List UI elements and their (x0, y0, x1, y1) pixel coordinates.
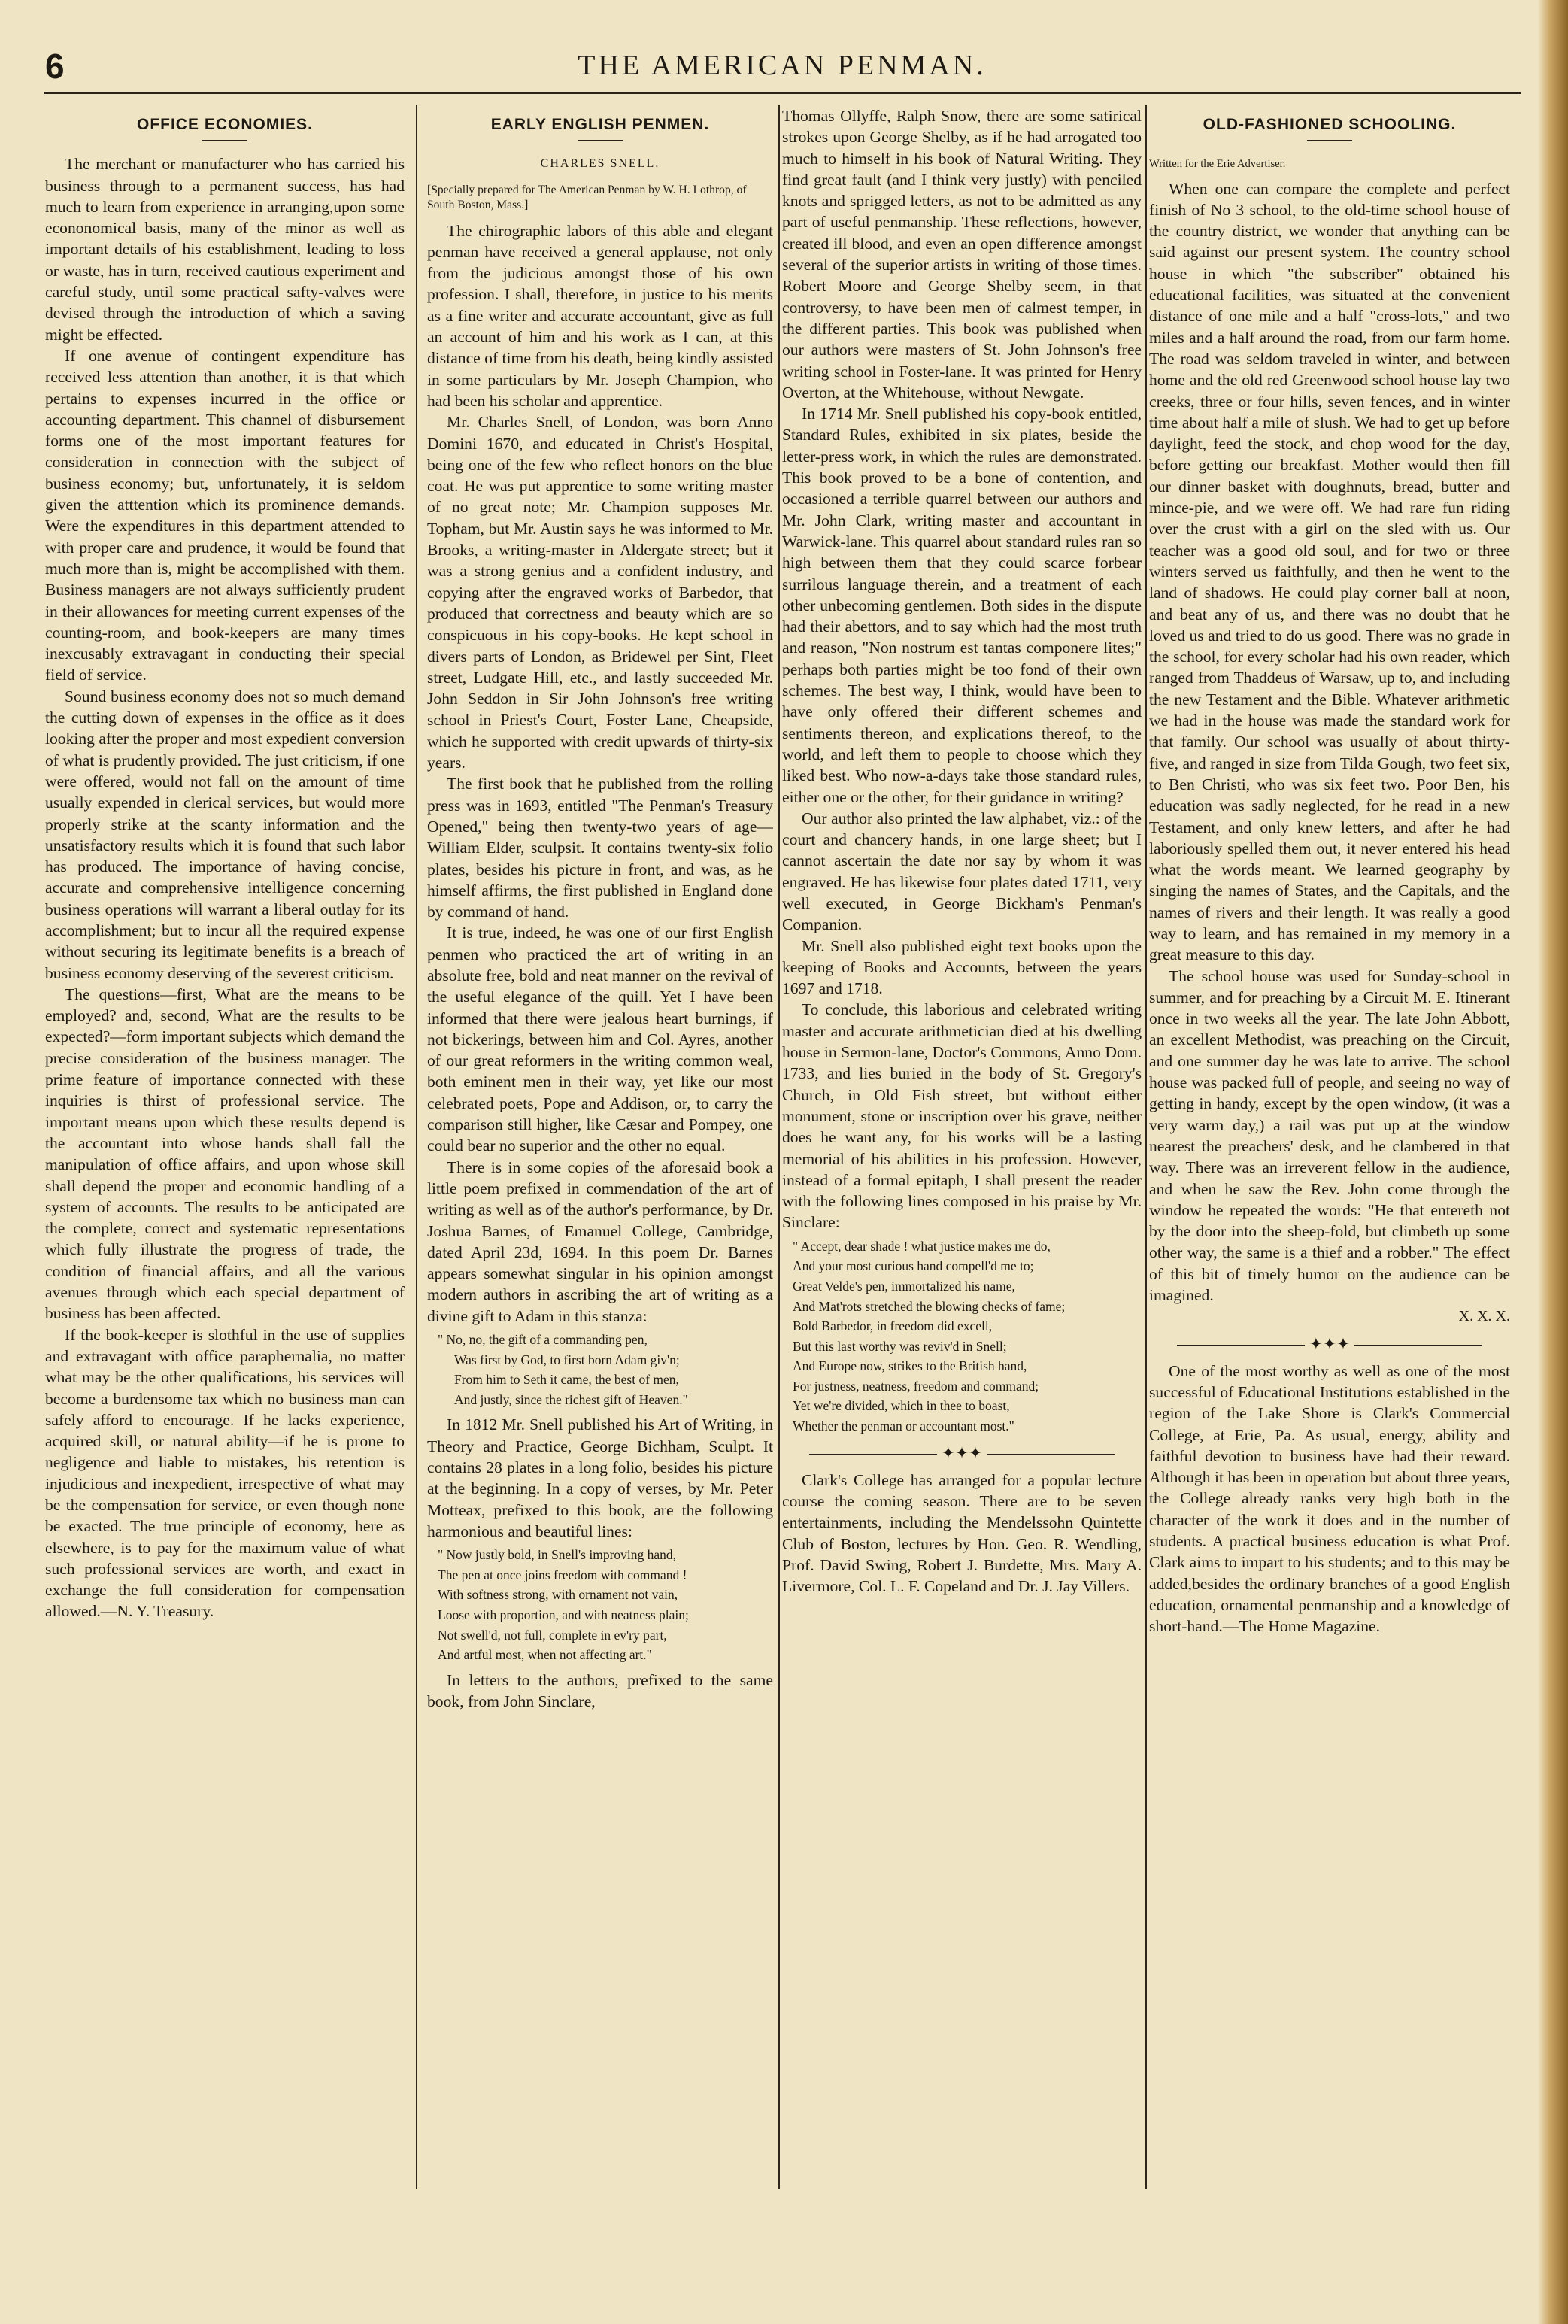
poem-line: And Europe now, strikes to the British hand, (793, 1358, 1027, 1374)
paragraph: When one can compare the complete and perfect finish of No 3 school, to the old-time school house of the country district, we wonder that anything can be said against our present system. The country school house in which "the subscriber" obtained his educational facilities, was situated at the convenient distance of one mile and a half "cross-lots," and two miles and a half around the road, from our farm home. The road was seldom traveled in winter, and between home and the old red Greenwood school house lay two creeks, three or four hills, seven fences, and in winter time about half a mile of slush. We had to get up before daylight, feed the stock, and chop wood for the day, before getting our breakfast. Mother would then fill our dinner basket with doughnuts, bread, butter and mince-pie, and we were off. We had rare fun riding over the crust with a girl on the sled with us. Our teacher was a good old soul, and for two or three winters served us faithfully, and then he went to the land of shadows. He could play corner ball at noon, and beat any of us, and there was no doubt that he loved us and tried to do us good. There was no grade in the school, for every scholar had his own reader, which ranged from Thaddeus of Warsaw, up to, and including the new Testament and the Bible. Whatever arithmetic we had in the house was made the standard work for that family. Our school was usually of about thirty-five, and ranged in size from Tilda Gough, two feet six, to Ben Christi, who was six feet two. Poor Ben, his education was sadly neglected, for he read in a new Testament, and only knew letters, and after he had laboriously spelled them out, it never entered his head what the words meant. We learned geography by singing the names of States, and the Capitals, and the names of rivers and their length. It was really a good way to learn, and has remained in my memory in a great measure to this day. (1149, 179, 1510, 964)
page-edge-shadow (1538, 0, 1568, 2324)
article-title: OLD-FASHIONED SCHOOLING. (1203, 116, 1457, 133)
article-title: EARLY ENGLISH PENMEN. (490, 116, 710, 133)
poem-line: For justness, neatness, freedom and command; (793, 1378, 1039, 1394)
poem-line: With softness strong, with ornament not vain, (438, 1587, 678, 1603)
paragraph: The chirographic labors of this able and elegant penman have received a general applause, not only from the judicious amongst those of his own profession. I shall, therefore, in justice to his merits as a fine writer and accurate accountant, give as full an account of him and his work as I can, at this distance of time from his death, being kindly assisted in some particulars by Mr. Joseph Champion, who had been his scholar and apprentice. (427, 221, 773, 410)
paragraph: Mr. Charles Snell, of London, was born Anno Domini 1670, and educated in Christ's Hospital, being one of the few who reflect honors on the blue coat. He was put apprentice to some writing master of no great note; Mr. Champion supposes Mr. Topham, but Mr. Austin says he was informed to Mr. Brooks, a writing-master in Aldergate street; but it was a strong genius and a confident industry, and copying after the engraved works of Barbedor, that produced that correctness and beauty which are so conspicuous in his copy-books. He kept school in divers parts of London, as Bridewel per Sint, Fleet street, Ludgate Hill, etc., and lastly succeeded Mr. John Seddon in Sir John Johnson's free writing school in Priest's Court, Foster Lane, Cheapside, which he supported with credit upwards of thirty-six years. (427, 413, 773, 772)
article-subtitle: CHARLES SNELL. (540, 157, 660, 171)
source-credit: Written for the Erie Advertiser. (1149, 158, 1286, 171)
poem-line: Not swell'd, not full, complete in ev'ry part, (438, 1627, 667, 1643)
header-rule (44, 92, 1521, 94)
paragraph: In 1714 Mr. Snell published his copy-book entitled, Standard Rules, exhibited in six plates, beside the letter-press work, in which the rules are demonstrated. This book proved to be a bone of contention, and occasioned a terrible quarrel between our authors and Mr. John Clark, writing master and accountant in Warwick-lane. This quarrel about standard rules ran so high between them that they could scarce forbear surrilous language therein, and a treatment of each other unbecoming gentlemen. Both sides in the dispute had their abettors, and to say which had the most truth and reason, "Non nostrum est tantas componere lites;" perhaps both parties might be too fond of their own schemes. The best way, I think, would have been to have only offered their different schemes and sentiments thereon, and explications thereof, to the world, and left them to people to choose which they liked best. Who now-a-days take those standard rules, either one or the other, for their guidance in writing? (782, 405, 1142, 806)
column-old-fashioned-schooling (1149, 105, 1510, 2189)
poem-line: From him to Seth it came, the best of men, (454, 1372, 679, 1388)
paragraph: Our author also printed the law alphabet, viz.: of the court and chancery hands, in one large sheet; but I cannot ascertain the date nor say by whom it was engraved. He has likewise four plates dated 1711, very well executed, in George Bickham's Penman's Companion. (782, 809, 1142, 934)
paragraph: It is true, indeed, he was one of our first English penmen who practiced the art of writing in an absolute free, bold and neat manner on the revival of the useful elegance of the quill. Yet I have been informed that there were jealous heart burnings, if not bickerings, between him and Col. Ayres, another of our great reformers in the writing common weal, both eminent men in their way, yet like our most celebrated poets, Pope and Addison, or, to carry the comparison still higher, like Cæsar and Pompey, one could bear no superior and the other no equal. (427, 924, 773, 1155)
paragraph: Thomas Ollyffe, Ralph Snow, there are some satirical strokes upon George Shelby, as if he had arrogated too much to himself in his book of Natural Writing. They find great fault (and I think very justly) with penciled knots and sprigged letters, as not to be admitted as any part of useful penmanship. These reflections, however, created ill blood, and even an open difference amongst several of the superior artists in writing of those times. Robert Moore and George Shelby seem, in that controversy, to have been men of calmest temper, in the different parties. This book was published when our authors were masters of St. John Johnson's free writing school in Foster-lane. It was printed for Henry Overton, at the Whitehouse, without Newgate. (782, 107, 1142, 402)
column-continuation (782, 105, 1142, 2189)
paragraph: The questions—first, What are the means to be employed? and, second, What are the results to be expected?—form important subjects which demand the precise consideration of the business manager. The prime feature of importance connected with these inquiries is thirst of professional service. The important means upon which these results depend is the accountant into whose hands shall fall the manipulation of office affairs, and upon whose skill shall depend the proper and economic handling of a system of accounts. The results to be anticipated are the complete, correct and systematic representations which fully illustrate the progress of trade, the condition of financial affairs, and all the various avenues through which each special department of business has been affected. (45, 985, 405, 1323)
poem-line: " Now justly bold, in Snell's improving hand, (438, 1547, 677, 1563)
poem-stanza (782, 1236, 1142, 1437)
paragraph: There is in some copies of the aforesaid book a little poem prefixed in commendation of the art of writing as well as of the author's performance, by Dr. Joshua Barnes, of Emanuel College, Cambridge, dated April 23d, 1694. In this poem Dr. Barnes appears somewhat singular in his opinion amongst modern authors in ascribing the art of writing as a divine gift to Adam in this stanza: (427, 1157, 773, 1325)
paragraph: Sound business economy does not so much demand the cutting down of expenses in the office as it does looking after the proper and most expedient conversion of what is prudently provided. The just criticism, if one were offered, would not fall on the amount of time usually expended in clerical services, but would more properly strike at the scanty information and the unsatisfactory results which it is found that such labor has produced. The importance of having concise, accurate and comprehensive intelligence concerning business operations will warrant a liberal outlay for its accomplishment; but to incur all the required expense without securing its legitimate benefits is a breach of business economy deserving of the severest criticism. (45, 687, 405, 982)
page-number: 6 (45, 47, 65, 86)
paragraph: One of the most worthy as well as one of the most successful of Educational Institutions established in the region of the Lake Shore is Clark's Commercial College, at Erie, Pa. As usual, energy, ability and faithful devotion to business have had their reward. Although it has been in operation but about three years, the College already ranks very high both in the character of the work it does and in the number of students. A practical business education is what Prof. Clark aims to impart to his students; and to this may be added,besides the ordinary branches of a good English education, ornamental penmanship and a knowledge of short-hand.—The Home Magazine. (1149, 1361, 1510, 1636)
poem-line: The pen at once joins freedom with command ! (438, 1567, 687, 1582)
title-rule (578, 140, 623, 141)
poem-line: And artful most, when not affecting art." (438, 1647, 652, 1663)
paragraph: The first book that he published from the rolling press was in 1693, entitled "The Penman's Treasury Opened," being then twenty-two years of age—William Elder, sculpsit. It contains twenty-six folio plates, besides his picture in front, and was, as he himself affirms, the first published in England done by command of hand. (427, 775, 773, 921)
column-office-economies (45, 105, 405, 2189)
poem-stanza (427, 1545, 773, 1665)
paragraph: To conclude, this laborious and celebrated writing master and accurate arithmetician died at his dwelling house in Sermon-lane, Doctor's Commons, Anno Dom. 1733, and lies buried in the body of St. Gregory's Church, in Old Fish street, but without either monument, stone or inscription over his grave, neither does he want any, for his works will be a lasting memorial of his abilities in his profession. However, instead of a formal epitaph, I shall present the reader with the following lines composed in his praise by Mr. Sinclare: (782, 1000, 1142, 1232)
column-early-english-penmen (427, 105, 773, 2189)
poem-line: Whether the penman or accountant most." (793, 1418, 1014, 1434)
separator-ornament: ✦✦✦ (1149, 1339, 1510, 1349)
paragraph: The school house was used for Sunday-school in summer, and for preaching by a Circuit M. E. Itinerant once in two weeks all the year. The late John Abbott, an excellent Methodist, was preaching on the Circuit, and one summer day he was late to arrive. The school house was packed full of people, and seeing no way of getting in handy, except by the open window, (it was a very warm day,) a rail was put up at the window nearest the preachers' desk, and he clambered in that way. There was an irreverent fellow in the audience, and when he saw the Rev. John come through the window he repeated the words: "He that entereth not by the door into the sheep-fold, but climbeth up some other way, the same is a thief and a robber." The effect of this bit of timely humor on the audience can be imagined. (1149, 966, 1510, 1305)
poem-line: And your most curious hand compell'd me to; (793, 1258, 1034, 1274)
title-rule (1307, 140, 1352, 141)
poem-line: " No, no, the gift of a commanding pen, (438, 1332, 648, 1348)
article-title: OFFICE ECONOMIES. (136, 116, 313, 133)
poem-line: Loose with proportion, and with neatness plain; (438, 1606, 689, 1622)
paragraph: In letters to the authors, prefixed to the same book, from John Sinclare, (427, 1670, 773, 1711)
title-rule (202, 140, 247, 141)
poem-line: Yet we're divided, which in thee to boast, (793, 1398, 1010, 1414)
column-divider (1145, 105, 1147, 2189)
paragraph: Mr. Snell also published eight text books upon the keeping of Books and Accounts, between the years 1697 and 1718. (782, 936, 1142, 998)
poem-line: Was first by God, to first born Adam giv'n; (454, 1352, 680, 1367)
separator-ornament: ✦✦✦ (782, 1449, 1142, 1458)
paragraph: If one avenue of contingent expenditure has received less attention than another, it is that which pertains to expenses incurred in the office or accounting department. This channel of disbursement forms one of the most important features for consideration in connection with the subject of business economy; but, unfortunately, it is seldom given the atttention which its prominence demands. Were the expenditures in this department attended to with proper care and prudence, it would be found that much more than is, might be accomplished with them. Business managers are not always sufficiently prudent in their allowances for meeting current expenses of the counting-room, and book-keepers are many times inexcusably extravagant in conducting their special field of service. (45, 346, 405, 684)
paragraph: The merchant or manufacturer who has carried his business through to a permanent success, has had much to learn from experience in arranging,upon some econonomical basis, many of the minor as well as important details of his establishment, leading to loss or waste, has in turn, received cautious experiment and careful study, until some practical safty-valves were devised through the introduction of which a saving might be effected. (45, 155, 405, 344)
author-signoff: X. X. X. (1458, 1308, 1510, 1325)
paragraph: In 1812 Mr. Snell published his Art of Writing, in Theory and Practice, George Bichham, Sculpt. It contains 28 plates in a long folio, besides his picture at the beginning. In a copy of verses, by Mr. Peter Motteax, prefixed to this book, are the following harmonious and beautiful lines: (427, 1415, 773, 1540)
poem-stanza (427, 1330, 773, 1409)
poem-line: And justly, since the richest gift of Heaven." (454, 1391, 688, 1407)
page-header (45, 41, 1519, 86)
editorial-note: [Specially prepared for The American Penman by W. H. Lothrop, of South Boston, Mass.] (427, 183, 747, 211)
poem-line: " Accept, dear shade ! what justice makes me do, (793, 1238, 1051, 1254)
column-divider (416, 105, 417, 2189)
poem-line: Great Velde's pen, immortalized his name, (793, 1278, 1015, 1294)
paragraph: If the book-keeper is slothful in the use of supplies and extravagant with office paraphernalia, no matter what may be the other qualifications, his services will become a burdensome tax which no business man can safely afford to encourage. If he lacks experience, acquired skill, or natural ability—if he is prone to negligence and liable to mistakes, his retention is injudicious and inexpedient, irrespective of what may be the compensation for service, or even though none be exacted. The true principle of economy, here as elsewhere, is to pay for the maximum value of what such professional services are worth, and exact in exchange the full consideration for compensation allowed.—N. Y. Treasury. (45, 1325, 405, 1621)
poem-line: But this last worthy was reviv'd in Snell; (793, 1338, 1007, 1354)
paragraph: Clark's College has arranged for a popular lecture course the coming season. There are to be seven entertainments, including the Mendelssohn Quintette Club of Boston, lectures by Hon. Geo. R. Wendling, Prof. David Swing, Robert J. Burdette, Mrs. Mary A. Livermore, Col. L. F. Copeland and Dr. J. Jay Villers. (782, 1470, 1142, 1596)
masthead-title: THE AMERICAN PENMAN. (578, 50, 987, 81)
column-divider (778, 105, 780, 2189)
poem-line: And Mat'rots stretched the blowing checks of fame; (793, 1298, 1066, 1314)
poem-line: Bold Barbedor, in freedom did excell, (793, 1318, 993, 1334)
